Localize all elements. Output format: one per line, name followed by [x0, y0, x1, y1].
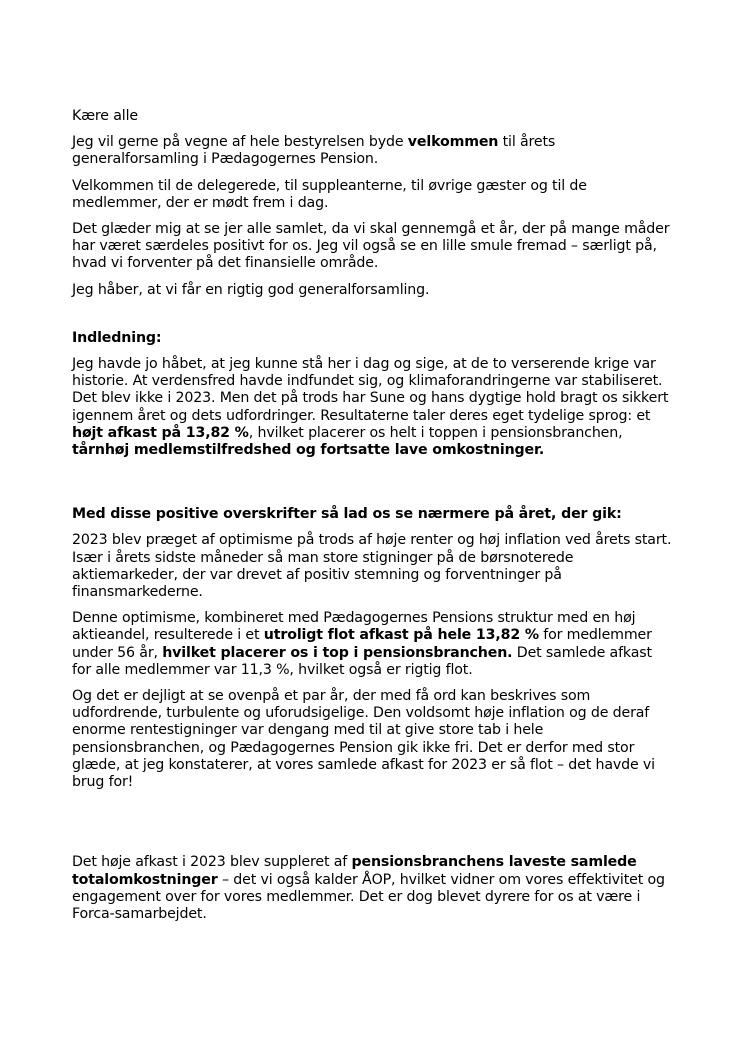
year-overview-paragraph: Det glæder mig at se jer alle samlet, da vi skal gennemgå et år, der på mange måder har været særdeles positivt for os. Jeg vil også se en lille smule fremad – særligt på, hvad vi forventer på det finansielle område.	[72, 221, 670, 272]
greeting: Kære alle	[72, 108, 138, 124]
text-run: Jeg vil gerne på vegne af hele bestyrelsen byde	[72, 134, 408, 151]
text-run: til årets generalforsamling i Pædagogernes Pension.	[72, 134, 556, 168]
bold-run: hvilket placerer os i top i pensionsbranchen.	[162, 644, 513, 661]
text-run: Det høje afkast i 2023 blev suppleret af	[72, 854, 352, 871]
bold-run: højt afkast på 13,82 %	[72, 424, 249, 441]
heading-text: Indledning:	[72, 329, 162, 346]
return-paragraph	[72, 610, 672, 679]
bold-run: tårnhøj medlemstilfredshed og fortsatte lave omkostninger.	[72, 442, 545, 459]
text-run: Jeg havde jo håbet, at jeg kunne stå her i dag og sige, at de to verserende krige var historie. At verdensfred havde indfundet sig, og klimaforandringerne var stabiliseret. Det blev ikke i 2023. Men det på trods har Sune og hans dygtige hold bragt os sikkert igennem året og dets udfordringer. Resultaterne taler deres eget tydelige sprog: et	[72, 356, 669, 424]
bold-run: velkommen	[407, 134, 499, 151]
market-paragraph: 2023 blev præget af optimisme på trods af høje renter og høj inflation ved årets start. Især i årets sidste måneder så man store stigninger på de børsnoterede aktiemarkeder, der var drevet af positiv stemning og forventninger på finansmarkederne.	[72, 532, 672, 601]
heading-text: Med disse positive overskrifter så lad os se nærmere på året, der gik:	[72, 506, 622, 523]
bold-run: pensionsbranchens laveste samlede totalomkostninger	[72, 854, 637, 888]
welcome-guests-paragraph: Velkommen til de delegerede, til suppleanterne, til øvrige gæster og til de medlemmer, der er mødt frem i dag.	[72, 177, 587, 211]
text-run: Det samlede afkast for alle medlemmer var 11,3 %, hvilket også er rigtig flot.	[72, 644, 652, 678]
text-run: Denne optimisme, kombineret med Pædagogernes Pensions struktur med en høj aktieandel, resulterede i et	[72, 610, 636, 644]
text-run: for medlemmer under 56 år,	[72, 627, 652, 661]
bold-run: utroligt flot afkast på hele 13,82 %	[263, 627, 539, 644]
introduction-paragraph	[72, 356, 672, 459]
closing-wish-paragraph: Jeg håber, at vi får en rigtig god generalforsamling.	[72, 281, 430, 298]
costs-paragraph	[72, 854, 672, 923]
document-page	[72, 108, 672, 923]
text-run: – det vi også kalder ÅOP, hvilket vidner om vores effektivitet og engagement over for vores medlemmer. Det er dog blevet dyrere for os at være i Forca-samarbejdet.	[72, 871, 665, 922]
welcome-paragraph	[72, 134, 672, 168]
heading-introduction	[72, 330, 672, 347]
heading-year-review	[72, 506, 672, 523]
text-run: , hvilket placerer os helt i toppen i pensionsbranchen,	[248, 424, 623, 441]
previous-years-paragraph: Og det er dejligt at se ovenpå et par år, der med få ord kan beskrives som udfordrende, turbulente og uforudsigelige. Den voldsomt høje inflation og de deraf enorme rentestigninger var dengang med til at give store tab i hele pensionsbranchen, og Pædagogernes Pension gik ikke fri. Det er derfor med stor glæde, at jeg konstaterer, at vores samlede afkast for 2023 er så flot – det havde vi brug for!	[72, 688, 655, 791]
